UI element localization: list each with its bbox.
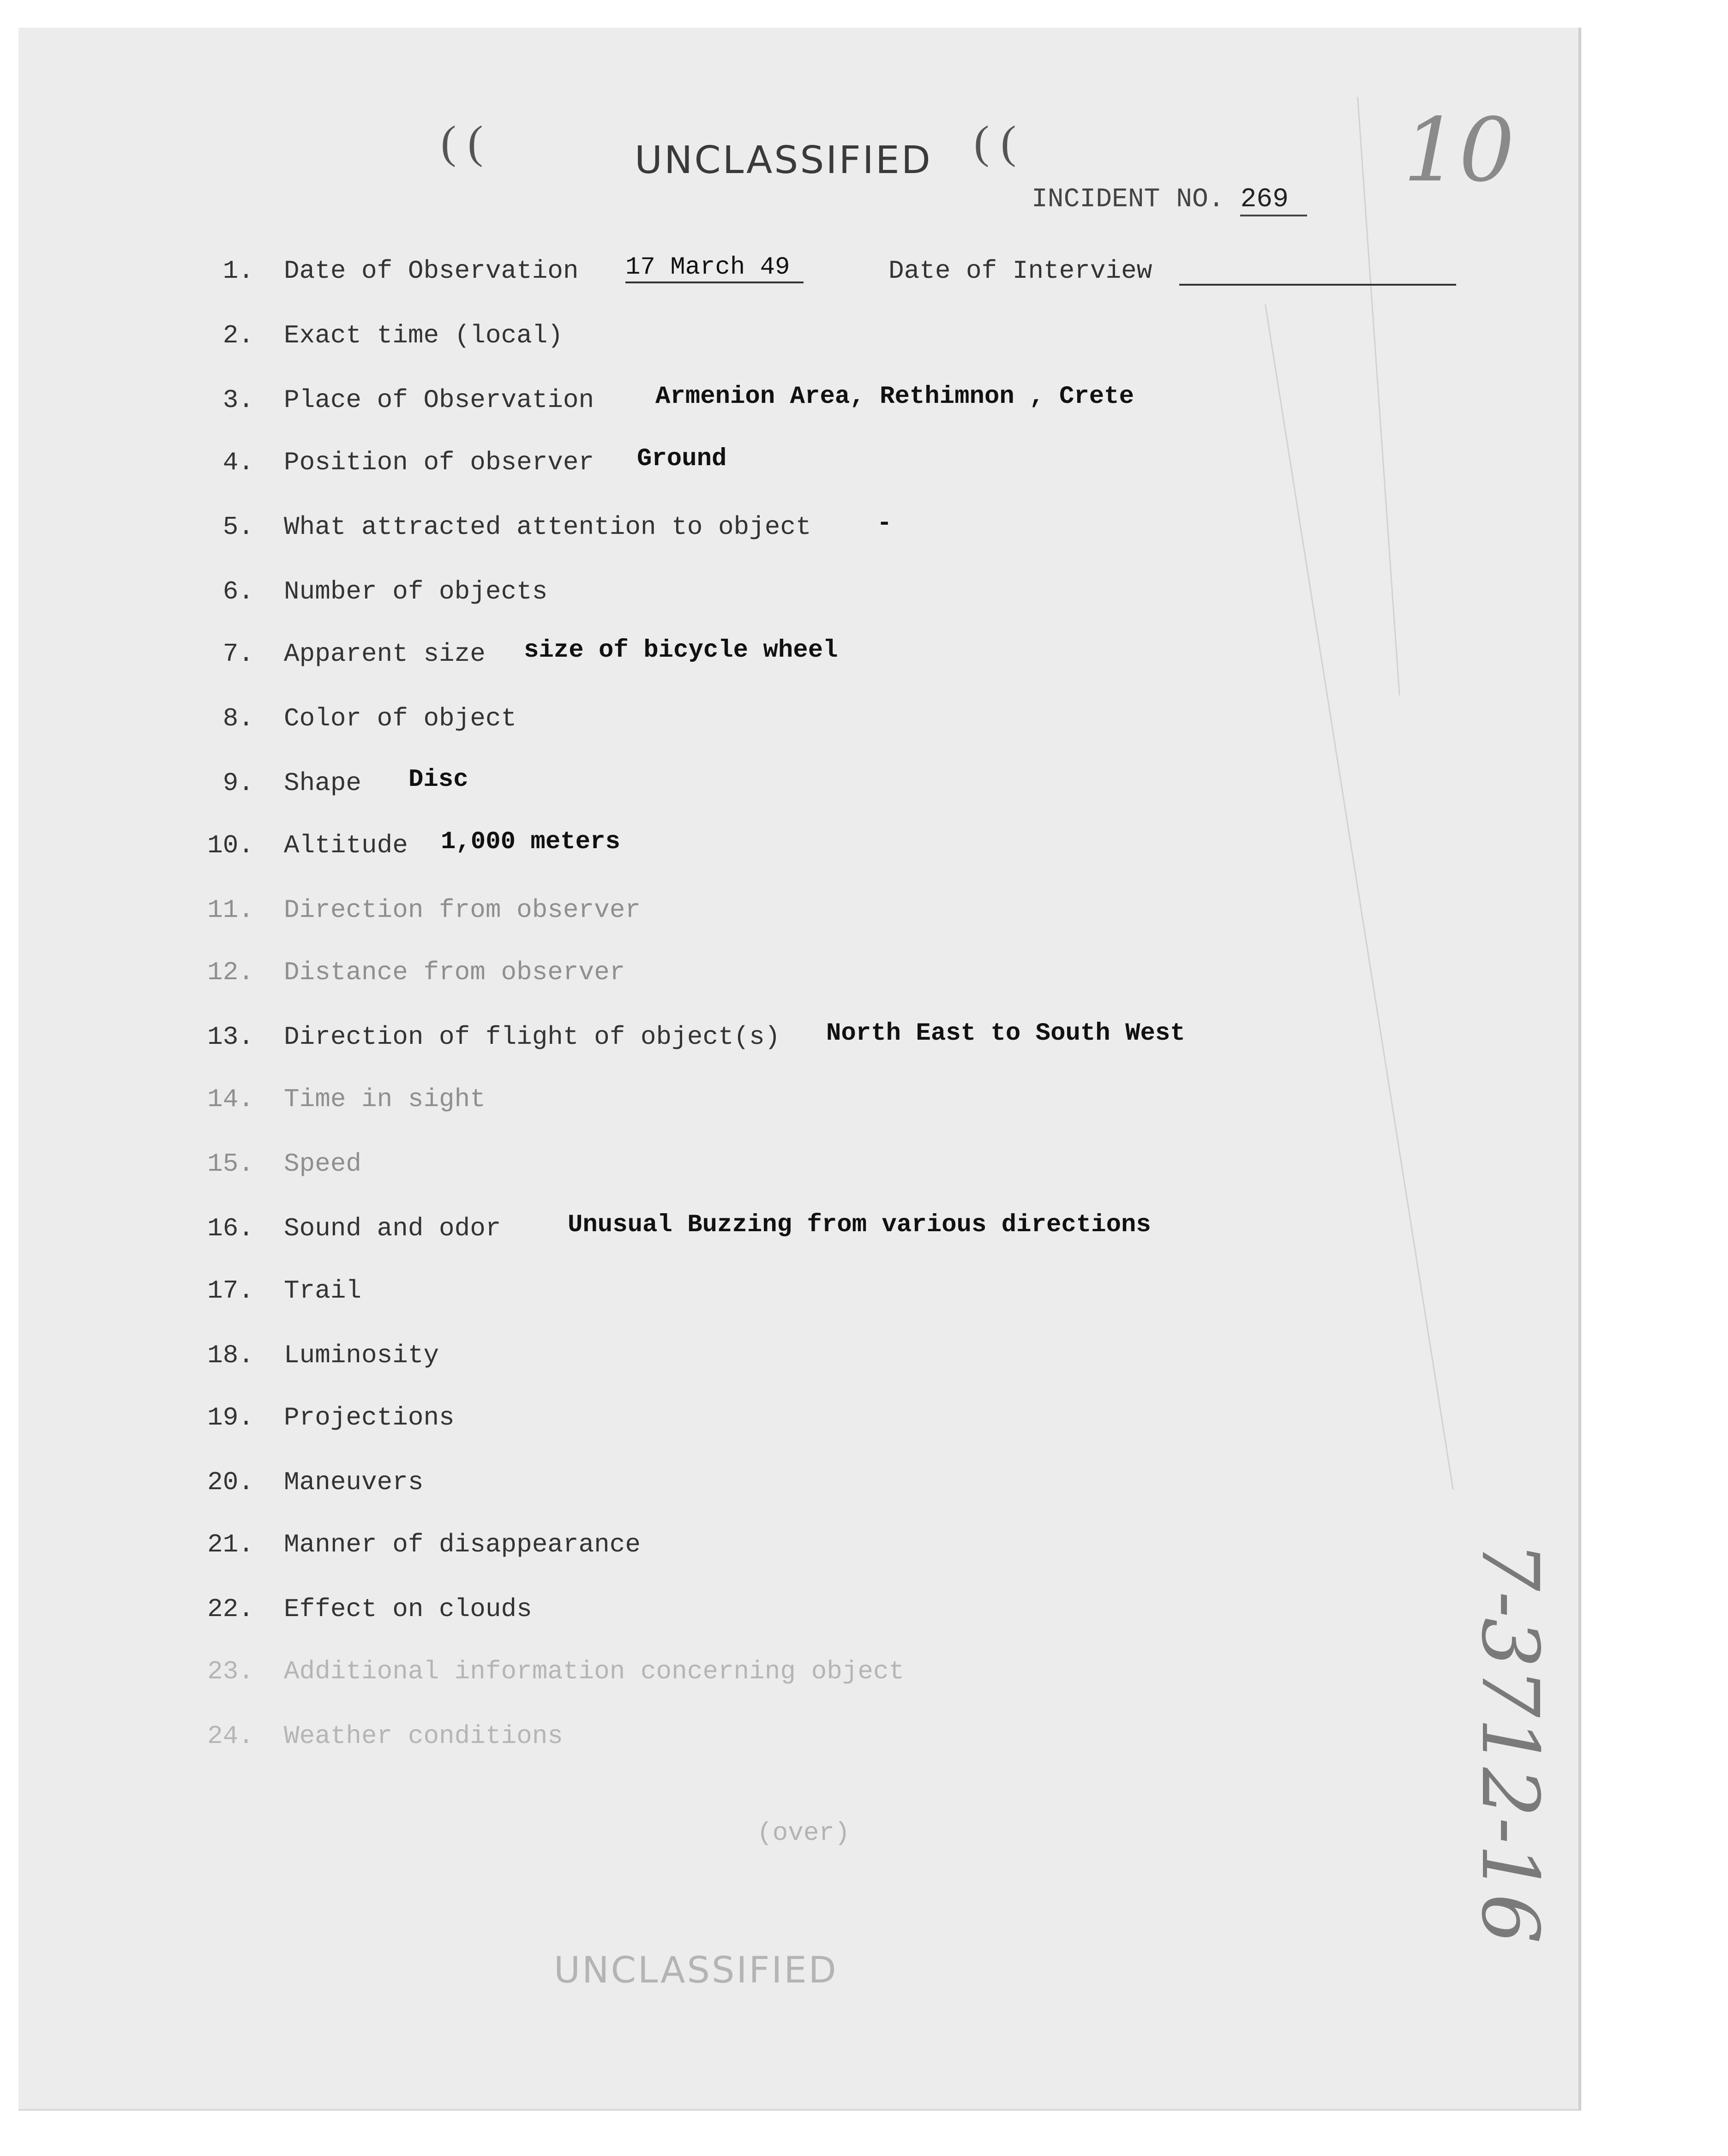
item-value: 17 March 49 [625,253,804,283]
form-row [0,958,1523,1004]
incident-number: 269 [1240,185,1307,216]
item-label: Date of Observation [284,256,579,286]
form-row [0,1019,1523,1068]
form-row [0,1084,1523,1131]
item-number: 2. [222,321,254,350]
item-label: Apparent size [284,639,486,669]
item-number: 4. [222,448,254,477]
item-number: 24. [207,1721,254,1751]
form-row [0,385,1523,431]
form-row [0,509,1523,558]
item-label: Direction of flight of object(s) [284,1022,780,1052]
item-label: Maneuvers [284,1467,424,1497]
item-label: Distance from observer [284,958,625,987]
form-row [0,1530,1523,1576]
form-row [0,445,1523,494]
form-row [0,577,1523,623]
item-value: 1,000 meters [441,828,620,856]
incident-line [1032,185,1307,215]
item-number: 11. [207,895,254,925]
item-number: 8. [222,704,254,733]
item-number: 16. [207,1214,254,1243]
item-value: Unusual Buzzing from various directions [568,1211,1151,1239]
form-row [0,1149,1523,1195]
form-row [0,253,1523,302]
item-label: Time in sight [284,1084,486,1114]
item-label: Place of Observation [284,385,594,415]
item-label: Speed [284,1149,362,1179]
form-row [0,1657,1523,1703]
item-label: Exact time (local) [284,321,563,350]
over-note: (over) [757,1818,850,1848]
item-label: What attracted attention to object [284,512,811,542]
item-number: 18. [207,1341,254,1370]
handwritten-reference-number: 7-3712-16 [1464,1541,1555,1944]
incident-label: INCIDENT NO. [1032,185,1224,215]
item-label: Color of object [284,704,517,733]
header-bracket-mark: ( ( [441,116,483,168]
header-bracket-mark: ( ( [974,116,1016,168]
item-number: 10. [207,831,254,860]
item-label: Weather conditions [284,1721,563,1751]
form-row [0,636,1523,685]
form-row [0,828,1523,877]
item-number: 21. [207,1530,254,1559]
form-row [0,321,1523,367]
item-label: Sound and odor [284,1214,501,1243]
item-number: 3. [222,385,254,415]
item-number: 17. [207,1276,254,1306]
item-number: 20. [207,1467,254,1497]
item-value: Ground [637,445,727,473]
item-label-secondary: Date of Interview [888,256,1152,286]
item-number: 12. [207,958,254,987]
form-row [0,704,1523,750]
form-row [0,768,1523,814]
item-value: Disc [408,766,468,794]
form-row [0,1211,1523,1260]
item-value: Armenion Area, Rethimnon , Crete [655,383,1134,411]
item-number: 7. [222,639,254,669]
item-label: Projections [284,1403,455,1432]
blank-entry-line [1179,284,1456,286]
handwritten-page-number: 10 [1403,99,1515,201]
form-row [0,1594,1523,1641]
header-classification-stamp: UNCLASSIFIED [635,138,932,182]
item-number: 5. [222,512,254,542]
item-label: Number of objects [284,577,548,606]
item-label: Position of observer [284,448,594,477]
item-number: 15. [207,1149,254,1179]
item-number: 23. [207,1657,254,1686]
item-number: 13. [207,1022,254,1052]
item-number: 1. [222,256,254,286]
item-number: 14. [207,1084,254,1114]
form-row [0,1341,1523,1387]
item-value: North East to South West [826,1019,1185,1048]
item-label: Effect on clouds [284,1594,532,1624]
item-label: Trail [284,1276,362,1306]
form-row [0,1403,1523,1449]
item-value: size of bicycle wheel [524,636,838,665]
form-row [0,1276,1523,1322]
item-label: Luminosity [284,1341,439,1370]
item-label: Additional information concerning object [284,1657,905,1686]
form-row [0,1721,1523,1767]
item-label: Manner of disappearance [284,1530,641,1559]
item-number: 9. [222,768,254,798]
item-number: 22. [207,1594,254,1624]
item-number: 19. [207,1403,254,1432]
form-row [0,1467,1523,1514]
item-label: Altitude [284,831,408,860]
item-number: 6. [222,577,254,606]
item-label: Shape [284,768,362,798]
footer-classification-stamp: UNCLASSIFIED [554,1950,838,1991]
form-row [0,895,1523,941]
item-value: - [877,509,892,538]
item-label: Direction from observer [284,895,641,925]
